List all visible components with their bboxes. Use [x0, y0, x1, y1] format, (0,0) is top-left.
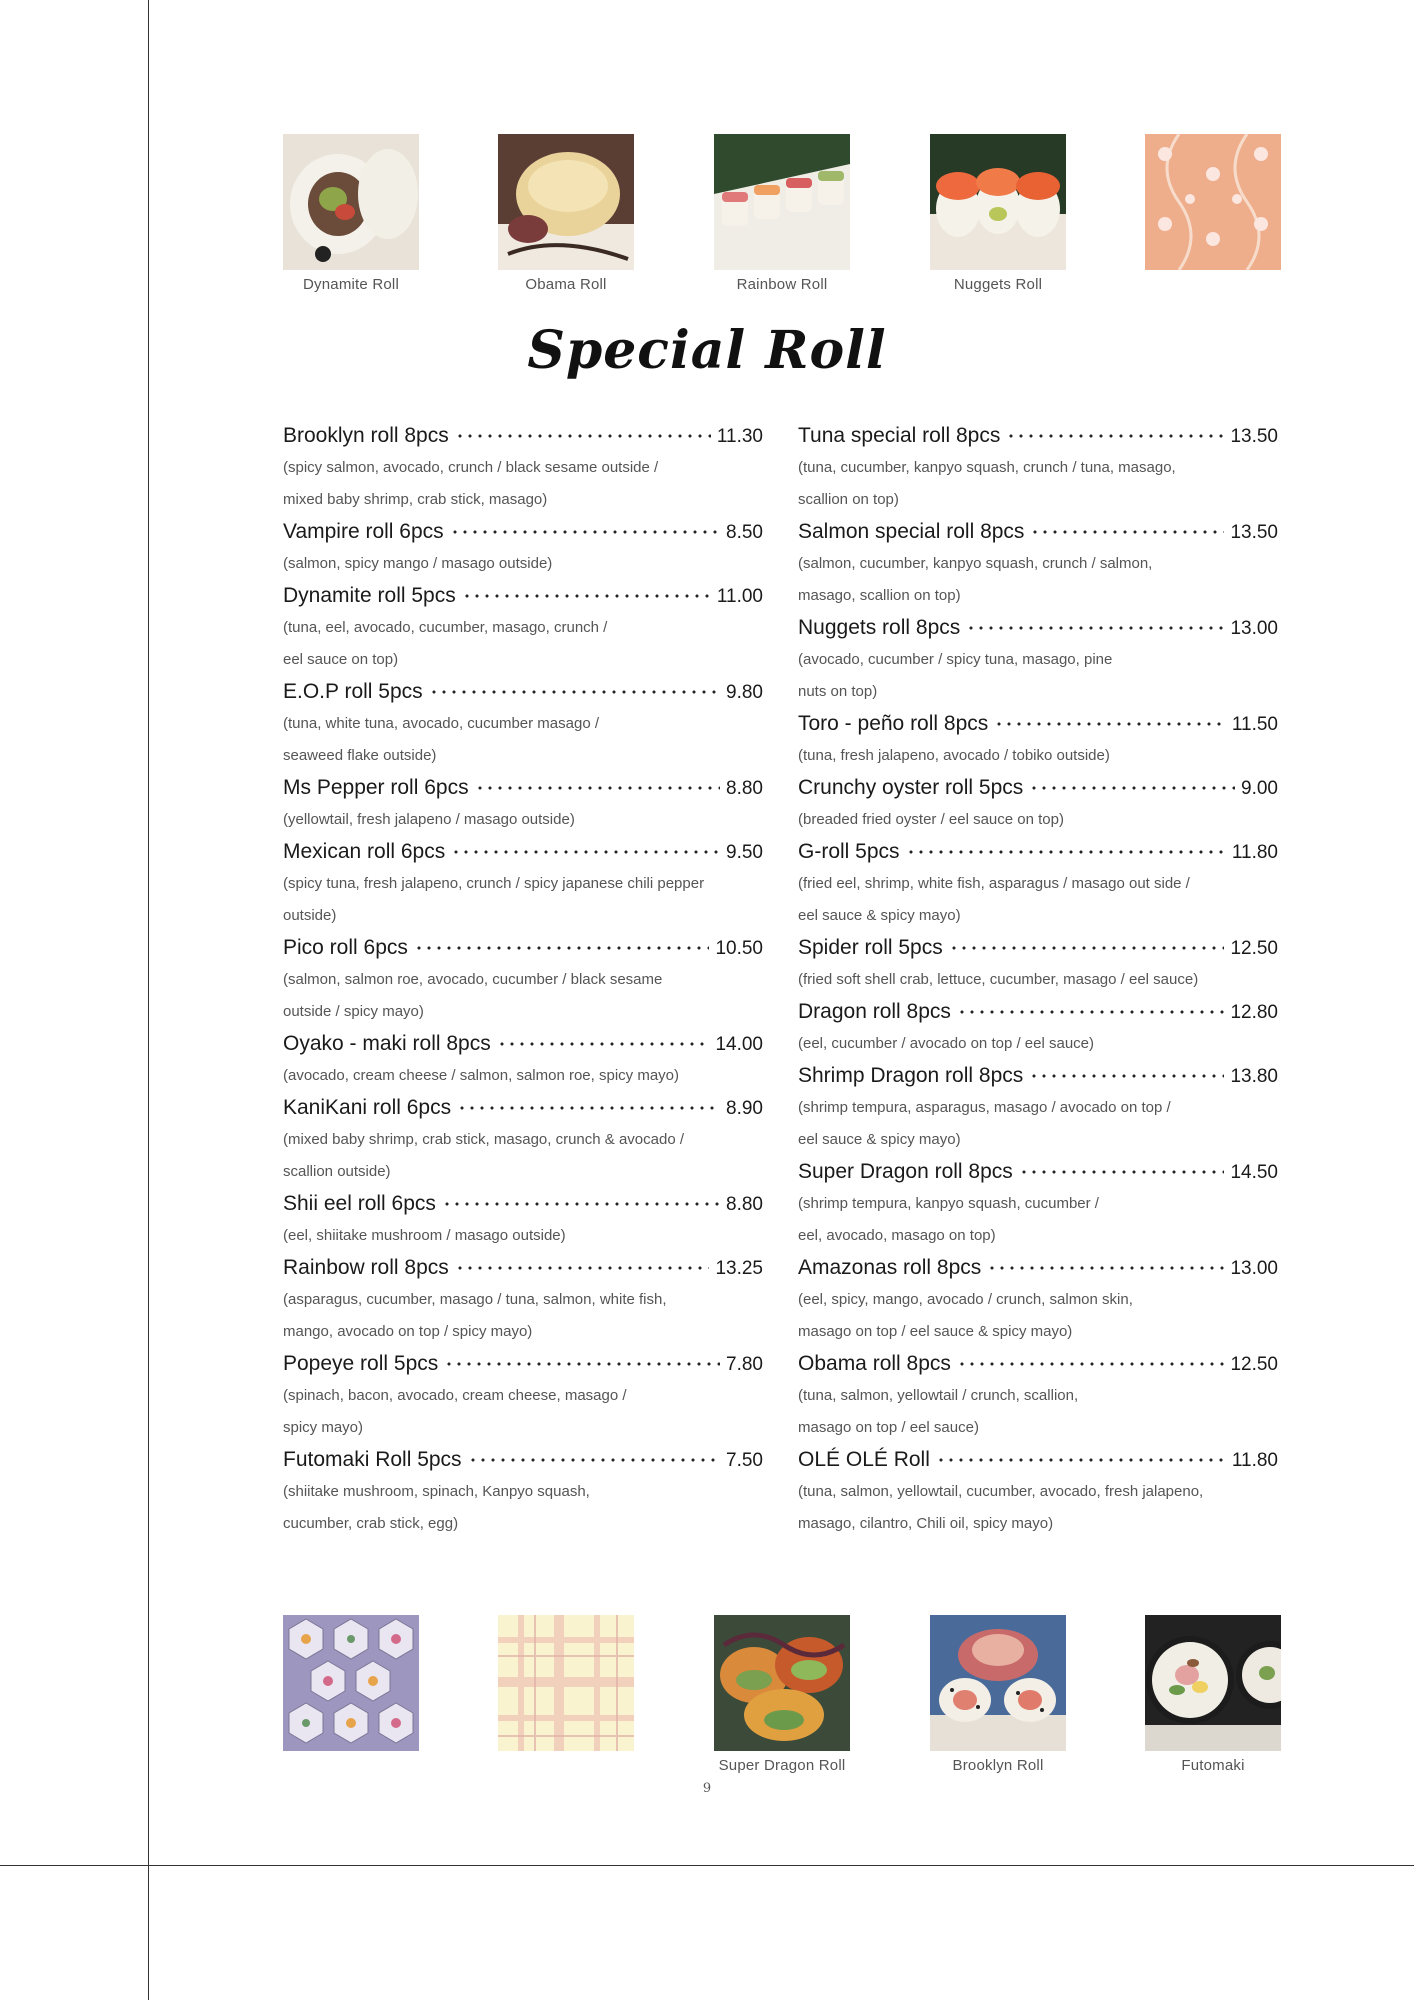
item-description: (mixed baby shrimp, crab stick, masago, crunch & avocado / — [283, 1131, 685, 1148]
item-price: 12.50 — [1230, 938, 1278, 959]
item-description: (avocado, cream cheese / salmon, salmon roe, spicy mayo) — [283, 1067, 679, 1084]
photo-brooklyn-roll — [930, 1615, 1066, 1774]
decorative-pattern-plaid — [498, 1615, 634, 1751]
menu-item — [283, 580, 763, 676]
item-description: masago on top / eel sauce & spicy mayo) — [798, 1323, 1073, 1340]
item-description: nuts on top) — [798, 683, 878, 700]
sushi-photo — [283, 134, 419, 270]
item-name: Crunchy oyster roll 5pcs — [798, 776, 1024, 799]
photo-caption: Nuggets Roll — [953, 276, 1043, 293]
menu-item — [283, 836, 763, 932]
menu-item — [798, 1156, 1278, 1252]
item-description: (tuna, cucumber, kanpyo squash, crunch / tuna, masago, — [798, 459, 1176, 476]
item-description: outside / spicy mayo) — [283, 1003, 424, 1020]
item-price: 13.80 — [1230, 1066, 1278, 1087]
margin-vertical-rule — [148, 0, 149, 2000]
item-description: (eel, spicy, mango, avocado / crunch, salmon skin, — [798, 1291, 1133, 1308]
item-name: Oyako - maki roll 8pcs — [283, 1032, 491, 1055]
menu-column-left — [283, 420, 763, 1540]
dot-leader — [1006, 434, 1224, 438]
item-description: (salmon, salmon roe, avocado, cucumber / black sesame — [283, 971, 663, 988]
item-description: (shrimp tempura, kanpyo squash, cucumber / — [798, 1195, 1099, 1212]
item-description: (salmon, spicy mango / masago outside) — [283, 555, 553, 572]
item-name: Pico roll 6pcs — [283, 936, 408, 959]
item-price: 11.80 — [1231, 842, 1278, 863]
item-price: 13.00 — [1230, 1258, 1278, 1279]
sushi-photo — [714, 134, 850, 270]
menu-item — [283, 1444, 763, 1540]
item-price: 12.50 — [1230, 1354, 1278, 1375]
dot-leader — [442, 1202, 720, 1206]
margin-horizontal-rule — [0, 1865, 1414, 1866]
item-price: 10.50 — [715, 938, 763, 959]
item-name: Ms Pepper roll 6pcs — [283, 776, 469, 799]
item-description: (shrimp tempura, asparagus, masago / avocado on top / — [798, 1099, 1171, 1116]
page-number: 9 — [702, 1781, 712, 1796]
item-description: (fried eel, shrimp, white fish, asparagus / masago out side / — [798, 875, 1190, 892]
sushi-photo — [498, 134, 634, 270]
dot-leader — [451, 850, 720, 854]
pattern-tile — [283, 1615, 419, 1751]
dot-leader — [936, 1458, 1226, 1462]
item-price: 8.80 — [726, 778, 763, 799]
item-description: eel sauce & spicy mayo) — [798, 1131, 961, 1148]
dot-leader — [429, 690, 720, 694]
item-price: 13.50 — [1230, 522, 1278, 543]
dot-leader — [455, 1266, 710, 1270]
item-description: seaweed flake outside) — [283, 747, 437, 764]
item-description: (tuna, white tuna, avocado, cucumber masago / — [283, 715, 600, 732]
item-description: (salmon, cucumber, kanpyo squash, crunch / salmon, — [798, 555, 1153, 572]
menu-item — [798, 1252, 1278, 1348]
photo-obama-roll — [498, 134, 634, 293]
dot-leader — [455, 434, 711, 438]
item-price: 13.00 — [1230, 618, 1278, 639]
item-description: (asparagus, cucumber, masago / tuna, salmon, white fish, — [283, 1291, 667, 1308]
dot-leader — [462, 594, 711, 598]
decorative-pattern-peach — [1145, 134, 1281, 270]
dot-leader — [444, 1362, 720, 1366]
item-price: 9.00 — [1241, 778, 1278, 799]
item-name: Obama roll 8pcs — [798, 1352, 951, 1375]
item-name: Toro - peño roll 8pcs — [798, 712, 989, 735]
pattern-tile — [498, 1615, 634, 1751]
item-price: 14.50 — [1230, 1162, 1278, 1183]
item-description: (eel, shiitake mushroom / masago outside) — [283, 1227, 566, 1244]
item-description: mixed baby shrimp, crab stick, masago) — [283, 491, 548, 508]
item-description: (yellowtail, fresh jalapeno / masago outside) — [283, 811, 575, 828]
decorative-pattern-lavender — [283, 1615, 419, 1751]
top-photo-row — [283, 134, 1281, 324]
item-price: 13.25 — [715, 1258, 763, 1279]
dot-leader — [475, 786, 720, 790]
menu-item — [283, 1028, 763, 1092]
item-price: 12.80 — [1230, 1002, 1278, 1023]
photo-nuggets-roll — [930, 134, 1066, 293]
menu-item — [798, 996, 1278, 1060]
menu-item — [798, 516, 1278, 612]
dot-leader — [1019, 1170, 1225, 1174]
item-price: 9.80 — [726, 682, 763, 703]
item-description: (avocado, cucumber / spicy tuna, masago, pine — [798, 651, 1113, 668]
item-name: Super Dragon roll 8pcs — [798, 1160, 1013, 1183]
menu-item — [798, 612, 1278, 708]
menu-item — [798, 836, 1278, 932]
item-description: masago on top / eel sauce) — [798, 1419, 979, 1436]
item-description: spicy mayo) — [283, 1419, 364, 1436]
item-description: (tuna, salmon, yellowtail, cucumber, avocado, fresh jalapeno, — [798, 1483, 1204, 1500]
sushi-photo — [714, 1615, 850, 1751]
menu-item — [798, 932, 1278, 996]
menu-item — [283, 1348, 763, 1444]
item-description: masago, cilantro, Chili oil, spicy mayo) — [798, 1515, 1054, 1532]
menu-item — [798, 1444, 1278, 1540]
dot-leader — [987, 1266, 1224, 1270]
menu-item — [283, 1188, 763, 1252]
photo-dynamite-roll — [283, 134, 419, 293]
item-description: eel sauce on top) — [283, 651, 399, 668]
item-name: Mexican roll 6pcs — [283, 840, 446, 863]
item-price: 8.50 — [726, 522, 763, 543]
item-price: 11.30 — [716, 426, 763, 447]
sushi-photo — [930, 1615, 1066, 1751]
item-name: Shrimp Dragon roll 8pcs — [798, 1064, 1024, 1087]
menu-item — [798, 708, 1278, 772]
item-name: Rainbow roll 8pcs — [283, 1256, 449, 1279]
item-name: KaniKani roll 6pcs — [283, 1096, 452, 1119]
photo-rainbow-roll — [714, 134, 850, 293]
photo-caption: Brooklyn Roll — [952, 1757, 1044, 1774]
item-name: Dragon roll 8pcs — [798, 1000, 951, 1023]
item-name: Salmon special roll 8pcs — [798, 520, 1025, 543]
item-description: cucumber, crab stick, egg) — [283, 1515, 459, 1532]
menu-item — [283, 1092, 763, 1188]
item-description: (spinach, bacon, avocado, cream cheese, masago / — [283, 1387, 627, 1404]
photo-caption: Futomaki — [1181, 1757, 1245, 1774]
item-description: (fried soft shell crab, lettuce, cucumber, masago / eel sauce) — [798, 971, 1199, 988]
photo-caption: Obama Roll — [525, 276, 607, 293]
item-name: Amazonas roll 8pcs — [798, 1256, 982, 1279]
dot-leader — [450, 530, 720, 534]
item-description: eel sauce & spicy mayo) — [798, 907, 961, 924]
item-price: 7.50 — [726, 1450, 763, 1471]
pattern-tile — [1145, 134, 1281, 270]
item-description: (tuna, fresh jalapeno, avocado / tobiko outside) — [798, 747, 1110, 764]
menu-item — [798, 1060, 1278, 1156]
item-name: Dynamite roll 5pcs — [283, 584, 456, 607]
sushi-photo — [930, 134, 1066, 270]
photo-caption: Rainbow Roll — [736, 276, 828, 293]
item-name: G-roll 5pcs — [798, 840, 900, 863]
menu-item — [798, 420, 1278, 516]
item-description: outside) — [283, 907, 337, 924]
item-description: scallion on top) — [798, 491, 899, 508]
menu-item — [798, 1348, 1278, 1444]
item-description: (shiitake mushroom, spinach, Kanpyo squash, — [283, 1483, 590, 1500]
page-title: Special Roll — [527, 320, 887, 381]
sushi-photo — [1145, 1615, 1281, 1751]
item-price: 11.00 — [716, 586, 763, 607]
item-description: (breaded fried oyster / eel sauce on top) — [798, 811, 1064, 828]
item-name: Popeye roll 5pcs — [283, 1352, 439, 1375]
item-name: Shii eel roll 6pcs — [283, 1192, 436, 1215]
dot-leader — [949, 946, 1225, 950]
menu-item — [283, 932, 763, 1028]
item-description: scallion outside) — [283, 1163, 391, 1180]
item-name: Brooklyn roll 8pcs — [283, 424, 449, 447]
menu-item — [798, 772, 1278, 836]
menu-item — [283, 420, 763, 516]
dot-leader — [957, 1010, 1225, 1014]
dot-leader — [497, 1042, 710, 1046]
photo-caption: Dynamite Roll — [303, 276, 399, 293]
menu-column-right — [798, 420, 1278, 1540]
item-name: Nuggets roll 8pcs — [798, 616, 961, 639]
item-name: Tuna special roll 8pcs — [798, 424, 1001, 447]
dot-leader — [414, 946, 710, 950]
item-price: 8.90 — [726, 1098, 763, 1119]
item-description: (tuna, salmon, yellowtail / crunch, scallion, — [798, 1387, 1079, 1404]
item-name: Vampire roll 6pcs — [283, 520, 444, 543]
item-price: 11.50 — [1231, 714, 1278, 735]
dot-leader — [957, 1362, 1225, 1366]
item-description: eel, avocado, masago on top) — [798, 1227, 996, 1244]
item-price: 11.80 — [1231, 1450, 1278, 1471]
item-description: (eel, cucumber / avocado on top / eel sauce) — [798, 1035, 1095, 1052]
menu-item — [283, 676, 763, 772]
item-price: 9.50 — [726, 842, 763, 863]
menu-item — [283, 1252, 763, 1348]
item-name: Futomaki Roll 5pcs — [283, 1448, 462, 1471]
item-name: E.O.P roll 5pcs — [283, 680, 423, 703]
item-price: 8.80 — [726, 1194, 763, 1215]
dot-leader — [994, 722, 1226, 726]
item-name: OLÉ OLÉ Roll — [798, 1448, 930, 1471]
bottom-photo-row — [283, 1615, 1281, 1805]
dot-leader — [1029, 1074, 1224, 1078]
item-price: 13.50 — [1230, 426, 1278, 447]
item-description: mango, avocado on top / spicy mayo) — [283, 1323, 533, 1340]
item-description: (tuna, eel, avocado, cucumber, masago, crunch / — [283, 619, 608, 636]
dot-leader — [1030, 530, 1224, 534]
dot-leader — [457, 1106, 720, 1110]
item-price: 7.80 — [726, 1354, 763, 1375]
menu-item — [283, 516, 763, 580]
photo-futomaki — [1145, 1615, 1281, 1774]
dot-leader — [468, 1458, 720, 1462]
dot-leader — [906, 850, 1226, 854]
photo-super-dragon-roll — [714, 1615, 850, 1774]
item-description: (spicy salmon, avocado, crunch / black sesame outside / — [283, 459, 659, 476]
photo-caption: Super Dragon Roll — [718, 1757, 846, 1774]
menu-item — [283, 772, 763, 836]
item-description: masago, scallion on top) — [798, 587, 961, 604]
item-price: 14.00 — [715, 1034, 763, 1055]
item-description: (spicy tuna, fresh jalapeno, crunch / spicy japanese chili pepper — [283, 875, 705, 892]
dot-leader — [966, 626, 1224, 630]
dot-leader — [1029, 786, 1235, 790]
item-name: Spider roll 5pcs — [798, 936, 943, 959]
